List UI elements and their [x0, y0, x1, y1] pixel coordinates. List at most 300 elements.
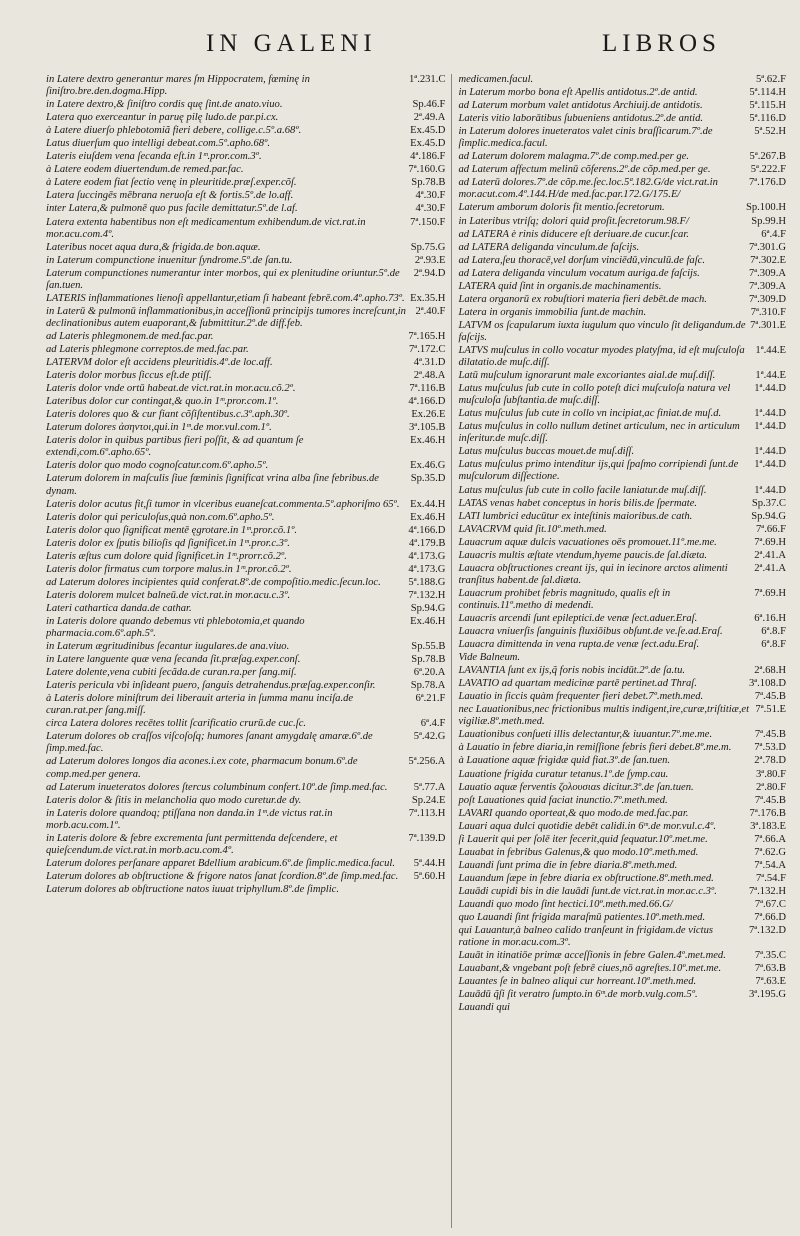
entry-text: Lateris æſtus cum dolore quid ſignificet.in 1ᵐ.prorr.cõ.2º. [46, 550, 287, 562]
index-entry [458, 588, 786, 612]
entry-text: Lauatione frigida curatur tetanus.1º.de ſymp.cau. [458, 768, 669, 780]
entry-text: in Laterum compunctione inuenitur ſyndrome.5º.de ſan.tu. [46, 254, 293, 266]
entry-text: LAVACRVM quid ſit.10º.meth.med. [458, 523, 607, 535]
entry-text: à Lateris dolore miniſtrum dei liberauit arteria in ſumma manu inciſa.de curan.rat.per ſang.miſſ. [46, 693, 354, 717]
entry-reference: 6ª.16.H [754, 612, 786, 624]
entry-text: Laterum dolores ἀσηντοι,qui.in 1ᵐ.de mor.vul.com.1º. [46, 422, 272, 434]
entry-text: Lauādū q̃ſi ſit veratro ſumpto.in 6ᵐ.de morb.vulg.com.5º. [458, 989, 698, 1001]
index-entry [458, 563, 786, 587]
index-entry [458, 446, 786, 458]
index-entry [46, 693, 445, 717]
entry-text: ad LATERA è rinis diducere eſt deriuare.de cucur.ſcar. [458, 228, 689, 240]
index-entry [458, 665, 786, 677]
index-entry [46, 177, 445, 189]
header-left: IN GALENI [206, 30, 377, 57]
index-columns [46, 74, 786, 1228]
entry-reference: 7ª.139.D [408, 832, 446, 844]
entry-reference: Sp.94.G [751, 510, 786, 522]
entry-reference: 4ª.179.B [408, 537, 446, 549]
entry-text: à Latere eodem fiat ſectio venę in pleuritide.præſ.exper.cõſ. [46, 177, 297, 189]
entry-reference: Sp.46.F [412, 99, 446, 111]
entry-text: medicamen.facul. [458, 74, 534, 85]
entry-text: LAVARI quando oporteat,& quo modo.de med.fac.par. [458, 807, 689, 819]
index-entry [458, 242, 786, 254]
entry-reference: Sp.55.B [411, 641, 446, 653]
index-entry [46, 268, 445, 292]
entry-text: ad Laterū dolores.7º.de cõp.me.ſec.loc.5ª.182.G/de vict.rat.in mor.acut.com.4º.144.H/de med.fac.par.172.G/175.E/ [458, 177, 718, 201]
entry-text: Lateris dolor & ſitis in melancholia quo modo curetur.de dy. [46, 794, 302, 806]
entry-reference: 7ª.309.D [748, 293, 786, 305]
entry-reference: 7ª.53.D [754, 742, 786, 754]
entry-reference: 7ª.310.F [750, 306, 786, 318]
entry-reference: 1ª.231.C [408, 74, 446, 85]
index-entry [458, 498, 786, 510]
entry-reference: Ex.46.H [410, 615, 446, 627]
entry-reference: 4ª.173.G [408, 550, 446, 562]
entry-reference: 5ª.42.G [413, 731, 446, 743]
entry-reference: 2ª.68.H [754, 665, 786, 677]
entry-text: Lauāt in itinatiōe primæ acceſſionis in febre Galen.4º.met.med. [458, 950, 726, 962]
index-entry [46, 331, 445, 343]
entry-reference: Ex.45.D [410, 138, 446, 150]
index-entry [458, 383, 786, 407]
entry-reference: 7ª.176.D [748, 177, 786, 189]
entry-reference: 5ª.188.G [408, 576, 446, 588]
index-entry [46, 782, 445, 794]
index-entry [46, 422, 445, 434]
index-entry [458, 899, 786, 911]
entry-reference: Sp.35.D [410, 473, 446, 485]
index-entry [458, 524, 786, 536]
index-entry [458, 729, 786, 741]
entry-reference: 7ª.69.H [754, 536, 786, 548]
entry-reference: 7ª.160.G [408, 164, 446, 176]
entry-text: in Lateris dolore quandoq; ptiſſana non danda.in 1ᵐ.de victus rat.in morb.acu.com.1º. [46, 807, 333, 831]
entry-reference: 7ª.67.C [754, 899, 786, 910]
entry-reference: 5ª.222.F [750, 164, 786, 176]
index-entry [46, 99, 445, 111]
entry-reference: 7ª.172.C [408, 343, 446, 355]
index-entry [458, 177, 786, 201]
entry-reference: 5ª.115.H [749, 100, 786, 112]
index-entry [458, 87, 786, 99]
index-entry [458, 652, 786, 664]
entry-text: Latus diuerſum quo intelligi debeat.com.5º.apho.68º. [46, 138, 271, 150]
entry-text: Vide Balneum. [458, 652, 521, 664]
index-entry [46, 138, 445, 150]
entry-text: à Latere eodem diuertendum.de remed.par.fac. [46, 164, 244, 176]
entry-text: in Latere dextro generantur mares ſm Hippocratem, fœminę in ſiniſtro.bre.den.dogma.Hipp. [46, 74, 310, 98]
entry-reference: 7ª.132.H [748, 885, 786, 897]
entry-reference: 6ª.4.F [761, 228, 786, 240]
entry-text: LATAS venas habet conceptus in horis bilis.de ſpermate. [458, 497, 698, 509]
index-entry [46, 525, 445, 537]
entry-reference: 2ª.48.A [413, 370, 446, 382]
index-entry [46, 564, 445, 576]
entry-text: ad Laterum dolorem malagma.7º.de comp.med.per ge. [458, 151, 690, 163]
index-entry [458, 307, 786, 319]
entry-reference: 7ª.66.F [755, 523, 786, 535]
running-header [46, 30, 786, 64]
entry-text: Latera ſuccingēs mēbrana neruoſa eſt & fortis.5º.de lo.aff. [46, 190, 294, 202]
entry-reference: 6ª.8.F [761, 626, 786, 638]
index-entry [46, 370, 445, 382]
index-entry [458, 639, 786, 651]
entry-text: Lauacra obſtructiones creant ijs, qui in iecinore arctos alimenti tranſitus habent.de ſal.diæta. [458, 562, 728, 586]
entry-text: Latera in organis immobilia ſunt.de machin. [458, 306, 647, 318]
entry-reference: 5ª.116.D [749, 113, 786, 125]
entry-reference: 4ª.166.D [408, 396, 446, 408]
entry-reference: 7ª.132.H [408, 589, 446, 601]
index-entry [458, 370, 786, 382]
entry-reference: Sp.75.G [410, 241, 446, 253]
entry-text: Latera quo exerceantur in paruę pilę ludo.de par.pi.cx. [46, 112, 279, 124]
index-entry [46, 871, 445, 883]
entry-reference: 7ª.165.H [408, 330, 446, 342]
entry-reference: 3ª.183.E [750, 820, 786, 832]
index-entry [46, 603, 445, 615]
index-entry [46, 217, 445, 241]
entry-reference: 2ª.80.F [755, 781, 786, 793]
entry-text: Lateris dolor vnde ortū habeat.de vict.rat.in mor.acu.cõ.2º. [46, 383, 296, 395]
entry-text: Laterum dolores ob craſſos viſcoſoſq; humores ſanant amygdalę amaræ.6º.de ſimp.med.fac. [46, 731, 373, 755]
entry-reference: 4ª.166.D [408, 524, 446, 536]
entry-text: in Laterum dolores inueteratos valet cinis braſſicarum.7º.de ſimplic.medica.facul. [458, 126, 713, 150]
index-entry [46, 590, 445, 602]
index-entry [46, 499, 445, 511]
entry-text: LAVANTIA ſunt ex ijs,q̃ foris nobis incidūt.2º.de ſa.tu. [458, 665, 686, 677]
entry-reference: 1ª.44.D [754, 484, 786, 496]
index-entry [458, 537, 786, 549]
index-entry [46, 577, 445, 589]
index-entry [46, 884, 445, 896]
entry-text: LATI lumbrici educūtur ex inteſtinis maioribus.de cath. [458, 510, 693, 522]
entry-text: ad Laterum inueteratos dolores ſtercus columbinum confert.10º.de ſimp.med.fac. [46, 781, 388, 793]
entry-reference: 2ª.40.F [415, 305, 446, 317]
entry-reference: 1ª.44.D [754, 383, 786, 395]
entry-reference: 7ª.66.D [754, 912, 786, 924]
index-entry [46, 718, 445, 730]
entry-text: Latere dolente,vena cubiti ſecãda.de curan.ra.per ſang.miſ. [46, 667, 297, 679]
index-entry [458, 782, 786, 794]
index-entry [46, 667, 445, 679]
entry-text: in Latere languente quæ vena ſecanda ſit.præſag.exper.conſ. [46, 654, 301, 666]
entry-reference: 6ª.20.A [413, 667, 446, 679]
index-entry [458, 74, 786, 86]
entry-text: Lateribus dolor cur contingat,& quo.in 1ᵐ.pror.com.1º. [46, 396, 279, 408]
entry-reference: 2ª.78.D [754, 755, 786, 767]
entry-reference: Ex.46.H [410, 435, 446, 447]
entry-text: poſt Lauationes quid faciat inunctio.7º.meth.med. [458, 794, 668, 806]
index-entry [46, 460, 445, 472]
index-entry [46, 293, 445, 305]
index-entry [46, 74, 445, 98]
index-entry [46, 858, 445, 870]
entry-reference: Sp.78.B [411, 654, 446, 666]
entry-reference: 5ª.114.H [749, 87, 786, 99]
entry-text: Latus muſculus in collo nullum detinet articulum, nec in articulum inſeritur.de muſc.diſſ. [458, 421, 740, 445]
entry-reference: 2ª.93.E [414, 254, 446, 266]
entry-text: Lauacris arcendi ſunt epileptici.de venæ ſect.aduer.Eraſ. [458, 612, 698, 624]
entry-reference: 4ª.30.F [415, 203, 446, 215]
entry-text: Latus muſculus ſub cute in collo facile laniatur.de muſ.diſſ. [458, 484, 707, 496]
index-entry [46, 190, 445, 202]
entry-text: Lauandi ſunt prima die in febre diaria.8º.meth.med. [458, 859, 678, 871]
entry-reference: 1ª.44.D [754, 459, 786, 471]
entry-text: Latus muſculus buccas mouet.de muſ.diſſ. [458, 446, 635, 458]
entry-text: à Lauatione aquæ frigidæ quid fiat.3º.de ſan.tuen. [458, 755, 671, 767]
entry-text: Lateri cathartica danda.de cathar. [46, 602, 192, 614]
entry-text: Latū muſculum ignorarunt male excoriantes aial.de muſ.diſſ. [458, 370, 716, 382]
entry-reference: 1ª.44.E [755, 370, 786, 382]
entry-text: Lauabat in febribus Galenus,& quo modo.10º.meth.med. [458, 846, 699, 858]
index-entry [458, 950, 786, 962]
entry-text: LATERVM dolor eſt accidens pleuritidis.4º.de loc.aff. [46, 357, 273, 369]
entry-reference: 7ª.45.B [754, 794, 786, 806]
entry-text: Lauacra vniuerſis ſanguinis fluxiōibus obſunt.de ve.ſe.ad.Eraſ. [458, 626, 723, 638]
index-entry [458, 202, 786, 214]
entry-reference: Sp.78.B [411, 177, 446, 189]
index-entry [46, 164, 445, 176]
index-entry [458, 320, 786, 344]
index-entry [458, 216, 786, 228]
entry-reference: 5ª.60.H [413, 870, 446, 882]
index-entry [458, 963, 786, 975]
entry-text: Lauandi qui [458, 1002, 510, 1014]
entry-text: Lateris pericula vbi inſideant puero, ſanguis detrahendus.præſag.exper.conſir. [46, 680, 376, 692]
entry-text: LATVM os ſcapularum iuxta iugulum quo vinculo ſit deligandum.de faſcijs. [458, 319, 746, 343]
index-entry [46, 654, 445, 666]
entry-reference: 7ª.45.B [754, 729, 786, 741]
index-entry [46, 383, 445, 395]
index-entry [458, 691, 786, 703]
entry-reference: 7ª.35.C [754, 950, 786, 962]
entry-reference: 7ª.301.E [750, 319, 786, 331]
index-entry [458, 421, 786, 445]
right-column [452, 74, 786, 1228]
entry-text: ſi Lauerit qui per ſolē iter fecerit,quid ſequatur.10º.met.me. [458, 833, 708, 845]
entry-text: Laterum dolores perſanare apparet Bdellium arabicum.6º.de ſimplic.medica.facul. [46, 857, 396, 869]
index-entry [46, 616, 445, 640]
entry-reference: 1ª.44.D [754, 421, 786, 433]
index-entry [46, 680, 445, 692]
entry-text: Lauatio in ſiccis quàm frequenter fieri debet.7º.meth.med. [458, 691, 704, 703]
entry-text: ad Laterum affectum melinū cõferens.2º.de cõp.med.per ge. [458, 164, 711, 176]
entry-text: ad Lateris phlegmone correptos.de med.fac.par. [46, 343, 249, 355]
entry-reference: 7ª.116.B [409, 383, 446, 395]
entry-reference: Sp.94.G [410, 602, 446, 614]
entry-reference: 7ª.69.H [754, 587, 786, 599]
index-entry [458, 294, 786, 306]
entry-reference: 7ª.66.A [754, 833, 786, 845]
index-entry [458, 408, 786, 420]
entry-text: Lauari aqua dulci quotidie debēt calidi.in 6ᵐ.de mor.vul.c.4º. [458, 820, 716, 832]
entry-reference: 6ª.8.F [761, 639, 786, 651]
entry-text: Lateris dolores quo & cur fiant cõſiſtentibus.c.3º.aph.30º. [46, 409, 290, 421]
index-entry [46, 551, 445, 563]
entry-reference: 7ª.309.A [748, 280, 786, 292]
entry-reference: Sp.78.A [410, 680, 446, 692]
entry-reference: Ex.45.D [410, 125, 446, 137]
entry-reference: 7ª.54.A [754, 859, 786, 871]
index-entry [458, 795, 786, 807]
index-entry [46, 125, 445, 137]
index-entry [46, 151, 445, 163]
entry-text: Lateribus nocet aqua dura,& frigida.de bon.aquæ. [46, 241, 261, 253]
entry-reference: 4ª.186.F [410, 151, 446, 163]
index-entry [46, 833, 445, 857]
entry-reference: 4ª.30.F [415, 190, 446, 202]
entry-text: ad Laterum dolores longos dia acones.i.ex cote, pharmacum bonum.6º.de comp.med.per genera. [46, 756, 358, 780]
entry-reference: 5ª.44.H [413, 857, 446, 869]
entry-text: Laterum compunctiones numerantur inter morbos, qui ex plenitudine oriuntur.5º.de ſan.tuen. [46, 267, 400, 291]
entry-reference: 7ª.62.G [754, 846, 786, 858]
index-entry [46, 242, 445, 254]
entry-text: ad Laterum dolores incipientes quid conferat.8º.de compoſitio.medic.ſecun.loc. [46, 576, 381, 588]
entry-reference: 7ª.309.A [748, 267, 786, 279]
index-entry [458, 834, 786, 846]
index-entry [458, 100, 786, 112]
entry-text: ad Lateris phlegmonem.de med.fac.par. [46, 330, 214, 342]
index-entry [458, 976, 786, 988]
entry-text: in Lateris dolore quando debemus vti phlebotomia,et quando pharmacia.com.6º.aph.5º. [46, 615, 305, 640]
entry-text: Lateris dolorem mulcet balneū.de vict.rat.in mor.acu.c.3º. [46, 589, 291, 601]
entry-text: Latera extenta habentibus non eſt medicamentum exhibendum.de vict.rat.in mor.acu.com.4º. [46, 216, 366, 240]
entry-text: Lateris dolor acutus fit,ſi tumor in vlceribus euaneſcat.commenta.5º.aphoriſmo 65º. [46, 498, 400, 510]
entry-reference: Ex.46.G [410, 460, 446, 472]
index-entry [458, 345, 786, 369]
entry-text: Lauādi cupidi bis in die lauādi ſunt.de vict.rat.in mor.ac.c.3º. [458, 885, 717, 897]
entry-reference: 6ª.21.F [415, 693, 446, 705]
entry-text: Lauabant,& vngebant poſt febrē ciues,nō agreſtes.10º.met.me. [458, 963, 722, 975]
entry-text: LATERA quid ſint in organis.de machinamentis. [458, 280, 662, 292]
entry-text: Latera organorū ex robuſtiori materia fieri debēt.de mach. [458, 293, 707, 305]
index-entry [46, 112, 445, 124]
entry-text: Latus muſculus primo intenditur ijs,qui ſpaſmo corripiendi ſunt.de muſculorum diſſectione. [458, 459, 739, 483]
entry-text: Lauacris multis æſtate vtendum,hyeme paucis.de ſal.diæta. [458, 549, 708, 561]
index-entry [458, 769, 786, 781]
index-entry [458, 742, 786, 754]
index-entry [458, 821, 786, 833]
entry-text: Lauationibus conſueti illis delectantur,& iuuantur.7º.me.me. [458, 729, 713, 741]
entry-text: ad LATERA deliganda vinculum.de faſcijs. [458, 241, 640, 253]
index-entry [458, 886, 786, 898]
index-entry [458, 678, 786, 690]
entry-reference: Sp.100.H [745, 202, 786, 214]
index-entry [458, 281, 786, 293]
entry-reference: Sp.24.E [411, 794, 446, 806]
entry-text: in Laterum morbo bona eſt Apellis antidotus.2º.de antid. [458, 87, 698, 99]
index-entry [46, 435, 445, 459]
entry-text: Lateris dolor quo modo cognoſcatur.com.6º.apho.5º. [46, 460, 269, 472]
index-entry [458, 808, 786, 820]
entry-reference: 4ª.173.G [408, 563, 446, 575]
entry-reference: 5ª.77.A [413, 781, 446, 793]
index-entry [458, 126, 786, 150]
index-entry [46, 641, 445, 653]
entry-text: Lauacra dimittenda in vena rupta.de venæ ſect.adu.Eraſ. [458, 639, 700, 651]
index-entry [46, 473, 445, 497]
entry-text: Lauacrum prohibet febris magnitudo, qualis eſt in continuis.11º.metho di medendi. [458, 587, 671, 611]
entry-text: Latus muſculus ſub cute in collo poteſt dici muſculoſa natura vel muſculoſa ſubſtantia.de muſc.diſſ. [458, 383, 731, 407]
entry-reference: 5ª.52.H [754, 126, 786, 138]
entry-text: Lateris dolor in quibus partibus fieri poſſit, & ad quantum ſe extendi,com.6º.apho.65º. [46, 435, 304, 459]
entry-reference: 2ª.49.A [413, 112, 446, 124]
entry-text: LATVS muſculus in collo vocatur myodes platyſma, id eſt muſculoſa dilatatio.de muſc.diſſ. [458, 344, 745, 369]
entry-text: Lauandum ſæpe in febre diaria ex obſtructione.8º.meth.med. [458, 872, 714, 884]
entry-reference: Sp.99.H [751, 215, 786, 227]
entry-reference: 1ª.44.D [754, 446, 786, 458]
entry-reference: Ex.44.H [410, 498, 446, 510]
index-entry [458, 459, 786, 483]
entry-reference: Sp.37.C [751, 497, 786, 509]
entry-text: Lateris dolor morbus ſiccus eſt.de ptiſſ. [46, 370, 212, 382]
entry-text: Lauandi quo modo ſint hectici.10º.meth.med.66.G/ [458, 899, 673, 910]
entry-text: Lateris dolor qui periculoſus,quà non.com.6º.apho.5º. [46, 511, 275, 523]
entry-reference: 7ª.63.B [754, 963, 786, 975]
index-entry [46, 808, 445, 832]
entry-reference: 3ª.195.G [748, 989, 786, 1001]
index-entry [46, 756, 445, 780]
index-entry [458, 511, 786, 523]
header-right: LIBROS [602, 30, 721, 57]
entry-reference: Ex.46.H [410, 511, 446, 523]
index-entry [458, 151, 786, 163]
entry-reference: 7ª.63.E [755, 976, 786, 988]
index-entry [46, 795, 445, 807]
entry-reference: 7ª.45.B [754, 691, 786, 703]
index-entry [46, 203, 445, 215]
entry-reference: 4ª.31.D [413, 357, 446, 369]
entry-text: Lateris dolor firmatus cum torpore malus.in 1ᵐ.pror.cõ.2º. [46, 563, 292, 575]
index-entry [458, 925, 786, 949]
entry-text: Laterum amborum doloris fit mentio.ſecretorum. [458, 202, 665, 214]
entry-text: LAVATIO ad quartam medicinæ partē pertinet.ad Thraſ. [458, 678, 697, 690]
entry-reference: 3ª.108.D [748, 678, 786, 690]
index-entry [458, 113, 786, 125]
entry-text: Lateris eiuſdem vena ſecanda eſt.in 1ᵐ.pror.com.3º. [46, 151, 262, 163]
entry-reference: 2ª.94.D [413, 267, 446, 279]
index-entry [458, 229, 786, 241]
entry-reference: 5ª.267.B [749, 151, 786, 163]
index-entry [458, 912, 786, 924]
index-entry [46, 306, 445, 330]
index-entry [458, 550, 786, 562]
index-entry [46, 731, 445, 755]
entry-reference: 1ª.44.D [754, 408, 786, 420]
index-entry [458, 1002, 786, 1014]
entry-text: ad Latera,ſeu thoracē,vel dorſum vinciēdū,vinculū.de faſc. [458, 254, 705, 266]
index-entry [46, 357, 445, 369]
entry-reference: 7ª.302.E [750, 254, 786, 266]
entry-text: LATERIS inflammationes lienoſi appellantur,etiam ſi habeant febrē.com.4º.apho.73º. [46, 292, 405, 304]
entry-text: Lauacrum aquæ dulcis vacuationes oēs promouet.11º.me.me. [458, 536, 717, 548]
entry-text: in Latere dextro,& ſiniſtro cordis quę ſint.de anato.viuo. [46, 99, 283, 111]
entry-text: Laterum dolores ab obſtructione & frigore natos ſanat ſcordion.8º.de ſimp.med.fac. [46, 870, 399, 882]
entry-reference: 7ª.132.D [748, 925, 786, 937]
entry-text: circa Latera dolores recētes tollit ſcarificatio crurū.de cuc.ſc. [46, 718, 307, 730]
entry-text: Latus muſculus ſub cute in collo vn incipiat,ac finiat.de muſ.d. [458, 408, 722, 420]
index-entry [46, 512, 445, 524]
entry-reference: 1ª.44.E [755, 344, 786, 356]
entry-reference: 7ª.51.E [755, 704, 786, 716]
index-entry [46, 409, 445, 421]
entry-text: Laterum dolorem in maſculis ſiue fœminis ſignificat vrina alba ſine febribus.de dynam. [46, 473, 379, 497]
entry-reference: 3ª.80.F [755, 768, 786, 780]
index-entry [458, 164, 786, 176]
index-entry [46, 255, 445, 267]
entry-text: Lateris dolor ex ſputis bilioſis qd ſignificet.in 1ᵐ.pror.c.3º. [46, 537, 290, 549]
